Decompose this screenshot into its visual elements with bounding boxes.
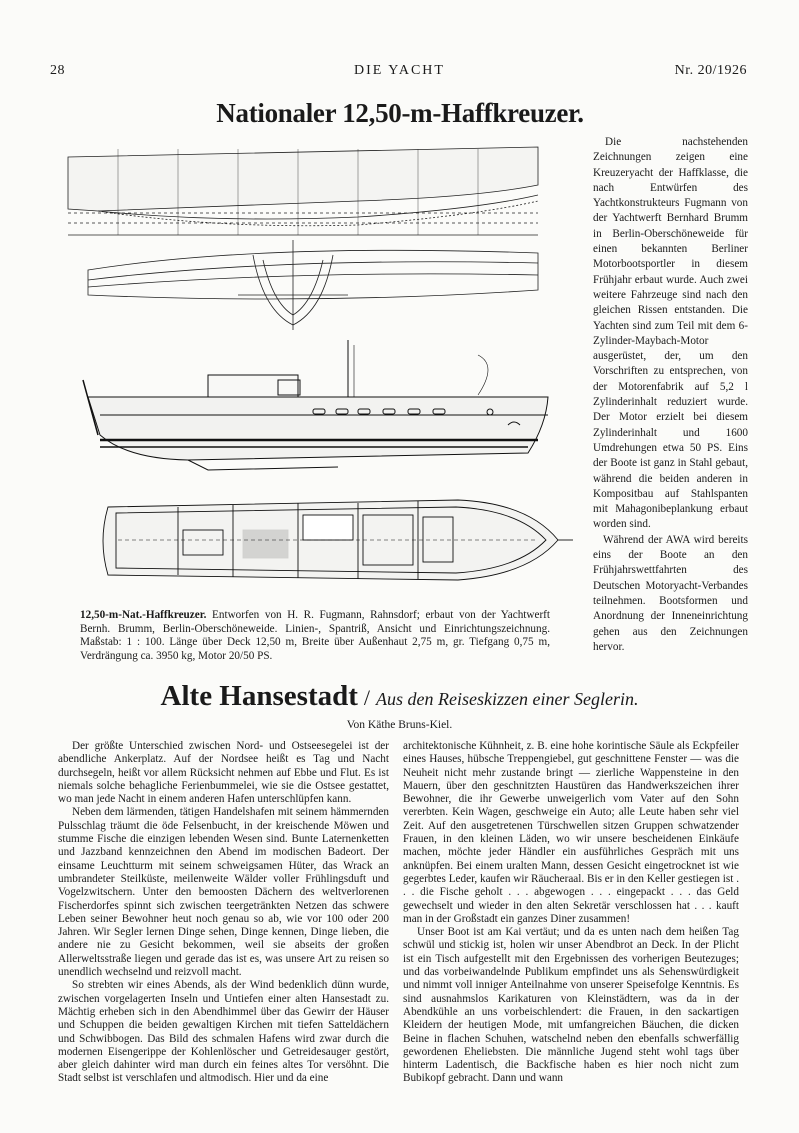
lines-plan-drawing [68,147,538,235]
article2-right-column [403,740,739,1086]
half-breadth-drawing [88,240,538,330]
magazine-title: DIE YACHT [354,63,445,78]
right-paragraph-1: architektonische Kühnheit, z. B. eine hohe korintische Säule als Eckpfeiler eines Hauses, hübsche Treppengiebel, gut geschnittene Fenster — was die Neuheit nicht mehr zustande bringt — zierliche Wappensteine in den Mauern, über den geschnitzten Haustüren das Handwerkszeichen ihrer Bewohner, die ihr Gewerbe unweigerlich vom Vater auf den Sohn vererbten. Kein Wagen, geschweige ein Auto; alle Leute haben sehr viel Zeit. Auf den ausgetretenen Türschwellen sitzen Gruppen schwatzender Frauen, in den kleinen Läden, wo wir unsere bescheidenen Einkäufe machen, möchte jeder Händler ein ausführliches Gespräch mit uns anknüpfen. Bei einem uralten Mann, dessen Gesicht eingetrocknet ist wie gegerbtes Leder, kaufen wir Räucheraal. Bis er in den Keller gestiegen ist . . . die Fische geholt . . . abgewogen . . . eingepackt . . . das Geld gewechselt und wieder in den alten Sekretär verschlossen hat . . . kauft man in der Großstadt ein ganzes Diner zusammen! [403,740,739,925]
article2-left-column [58,740,389,1086]
right-paragraph-2: Unser Boot ist am Kai vertäut; und da es unten nach dem heißen Tag schwül und stickig ist, holen wir unser Abendbrot an Deck. In der Plicht ist ein Tisch aufgestellt mit den Ergebnissen des vorherigen Beutezuges; und das vorbeiwandelnde Publikum empfindet uns als Sehenswürdigkeit und nimmt voll inniger Anteilnahme von unserer Speisefolge Kenntnis. Es sind ausnahmslos Karikaturen von Kleinstädtern, was da in der Abendkühle an uns vorbeischlendert: die Frauen, in den sackartigen Kleidern der heutigen Mode, mit umfangreichen Bäuchen, die dicken Beine in flachen Schuhen, watschelnd neben den ebenfalls schwerfällig gewordenen Eheliebsten. Die männliche Jugend steht wohl tags über hinterm Ladentisch, die Backfische haben es hier noch nicht zum Bubikopf gebracht. Dann und wann [403,926,739,1085]
article2-subtitle: Aus den Reiseskizzen einer Seglerin. [376,689,639,709]
left-paragraph-1: Der größte Unterschied zwischen Nord- und Ostseesegelei ist der abendliche Ankerplatz. Auf der Nordsee heißt es Tag und Nacht durchsegeln, heißt vor allem Rücksicht nehmen auf Ebbe und Flut. Es ist niemals solche behagliche Ferienbummelei, wie sie die Ostsee gestattet, wo man jede Nacht in einem anderen Hafen unterschlüpfen kann. [58,740,389,806]
interior-arrangement-drawing [103,500,573,580]
side-paragraph-2: Während der AWA wird bereits eins der Boote an den Frühjahrswettfahrten des Deutschen Motoryacht-Verbandes teilnehmen. Bootsformen und Anordnung der Inneneinrichtung gehen aus den Zeichnungen hervor. [593,533,748,653]
boat-drawings [58,135,588,600]
profile-elevation-drawing [83,340,548,470]
drawing-caption [80,609,550,663]
title-separator: / [363,685,371,710]
page-number: 28 [50,63,65,78]
article-title-haffkreuzer: Nationaler 12,50-m-Haffkreuzer. [216,98,584,128]
article1-side-text [593,135,748,655]
side-paragraph-1: Die nachstehenden Zeichnungen zeigen eine Kreuzeryacht der Haffklasse, die nach Entwürfen des Yachtkonstrukteurs Fugmann von der Yachtwerft Bernhard Brumm in Berlin-Oberschöneweide für einen bekannten Berliner Motorbootsportler in diesem Frühjahr erbaut wurde. Auch zwei weitere Fahrzeuge sind nach den gleichen Rissen entstanden. Die Yachten sind zum Teil mit dem 6-Zylinder-Maybach-Motor ausgerüstet, der, um den Vorschriften zu entsprechen, von der Motorenfabrik auf 5,2 l Zylinderinhalt reduziert wurde. Der Motor erzielt bei diesem Zylinderinhalt und 1600 Umdrehungen etwa 50 PS. Eins der Boote ist ganz in Stahl gebaut, während die beiden anderen in Kompositbau auf Stahlspanten mit Mahagonibeplankung erbaut worden sind. [593,136,748,531]
article2-main-title: Alte Hansestadt [160,680,358,712]
left-paragraph-2: Neben dem lärmenden, tätigen Handelshafen mit seinem hämmernden Pulsschlag träumt die öde Felsenbucht, in der kreischende Möwen und stumme Fische die einzigen lebenden Wesen sind. Bunte Laternenketten und Jazzband kennzeichnen den Abend im modischen Badeort. Der einsame Leuchtturm mit seinem schweigsamen Hüter, das Wrack an umbrandeter Steilküste, meilenweite Wälder voller Frühlingsduft und Vogelzwitschern. Unter den bemoosten Dächern des weltverlorenen Fischerdorfes spinnt sich zwischen teergetränkten Netzen das schwere Leben seiner Bewohner heut noch genau so ab, wie vor 100 oder 200 Jahren. Wir Segler lernen Dinge sehen, Dinge kennen, Dinge lieben, die andere nie zu Gesicht bekommen, weil sie abseits der großen Allerweltsstraße liegen und gerade das ist es, was unsere Art zu reisen so unendlich wechselnd und reizvoll macht. [58,806,389,979]
article-title-hansestadt [0,680,799,713]
left-paragraph-3: So strebten wir eines Abends, als der Wind bedenklich dünn wurde, zwischen vorgelagerten Inseln und Untiefen einer alten Hansestadt zu. Mächtig erheben sich in den Abendhimmel über das Gewirr der Häuser und Schuppen die beiden gewaltigen Kirchen mit tiefen Satteldächern und Schwibbogen. Das Bild des schmalen Hafens wird zwar durch die modernen Eisengerippe der Kohlenlöscher und Getreidesauger gestört, aber gleich dahinter wird man durch ein feines altes Tor versöhnt. Die Stadt selbst ist verschlafen und altmodisch. Hier und da eine [58,979,389,1085]
caption-text: Entworfen von H. R. Fugmann, Rahnsdorf; erbaut von der Yachtwerft Bernh. Brumm, Berlin-Oberschöneweide. Linien-, Spantriß, Ansicht und Einrichtungszeichnung. Maßstab: 1 : 100. Länge über Deck 12,50 m, Breite über Außenhaut 2,75 m, gr. Tiefgang 0,75 m, Verdrängung ca. 3950 kg, Motor 20/50 PS. [80,609,551,662]
issue-number: Nr. 20/1926 [674,63,747,78]
author-byline: Von Käthe Bruns-Kiel. [346,719,453,731]
caption-label: 12,50-m-Nat.-Haffkreuzer. [80,609,207,621]
